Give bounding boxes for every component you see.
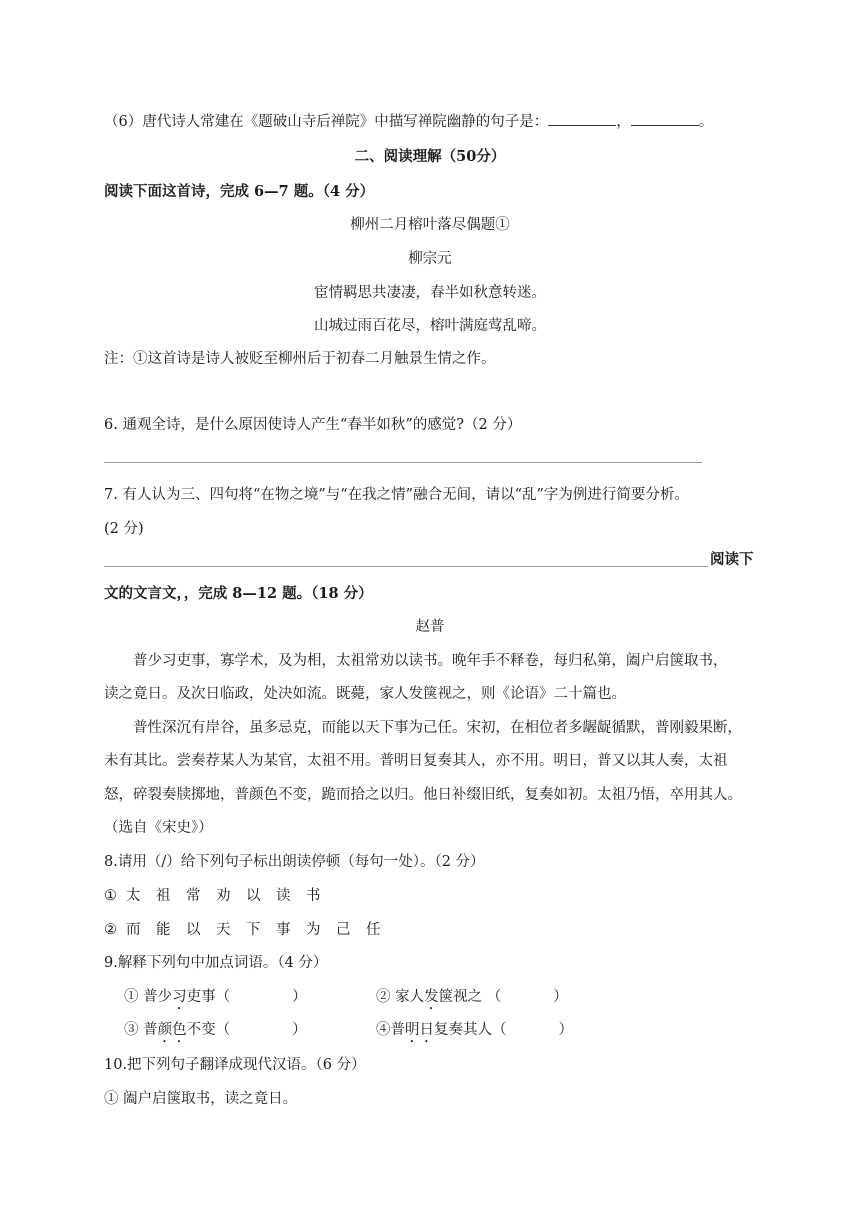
item-number: ① bbox=[104, 888, 117, 904]
classical-intro-end: 文的文言文，，完成 8—12 题。（18 分） bbox=[104, 585, 373, 602]
period: 。 bbox=[698, 114, 714, 130]
answer-line-q6[interactable] bbox=[104, 462, 702, 463]
essay-paragraph-1-line-2: 读之竟日。及次日临政，处决如流。既薨，家人发箧视之，则《论语》二十篇也。 bbox=[104, 686, 626, 702]
question-6: 6. 通观全诗，是什么原因使诗人产生“春半如秋”的感觉?（2 分） bbox=[104, 417, 522, 433]
question-7-line-1: 7. 有人认为三、四句将“在物之境”与“在我之情”融合无间，请以“乱”字为例进行简要分析。 bbox=[104, 487, 689, 503]
answer-blank[interactable] bbox=[548, 112, 616, 126]
q9-item-1 bbox=[124, 987, 307, 1013]
essay-paragraph-2-line-1: 普性深沉有岸谷，虽多忌克，而能以天下事为己任。宋初，在相位者多龌龊循默，普刚毅果断， bbox=[133, 720, 742, 736]
separator: ， bbox=[616, 114, 631, 130]
sentence-char[interactable]: 书 bbox=[306, 888, 321, 904]
answer-blank[interactable] bbox=[631, 112, 699, 126]
q9-item-4 bbox=[376, 1020, 573, 1046]
dotted-word: 颜色 bbox=[157, 1022, 187, 1038]
essay-paragraph-2-line-3: 怒，碎裂奏牍掷地，普颜色不变，跪而拾之以归。他日补缀旧纸，复奏如初。太祖乃悟，卒用其人。 bbox=[104, 787, 742, 803]
sentence-char[interactable]: 读 bbox=[276, 888, 291, 904]
poem-title: 柳州二月榕叶落尽偶题① bbox=[350, 217, 510, 233]
poem-line-1: 宦情羁思共凄凄，春半如秋意转迷。 bbox=[314, 285, 546, 301]
sentence-char[interactable]: 事 bbox=[276, 922, 291, 938]
dotted-word: 明日 bbox=[405, 1022, 434, 1038]
sentence-char[interactable]: 为 bbox=[306, 922, 321, 938]
sentence-char[interactable]: 常 bbox=[186, 888, 201, 904]
q8-sentence-2 bbox=[104, 920, 396, 940]
sentence-char[interactable]: 祖 bbox=[156, 888, 171, 904]
answer-line-q7[interactable] bbox=[104, 566, 708, 567]
sentence-char[interactable]: 以 bbox=[186, 922, 201, 938]
sentence-char[interactable]: 己 bbox=[336, 922, 351, 938]
sentence-char[interactable]: 太 bbox=[126, 888, 141, 904]
close-paren: ） bbox=[292, 1022, 307, 1038]
dotted-word: 发 bbox=[424, 989, 439, 1005]
question-10: 10.把下列句子翻译成现代汉语。（6 分） bbox=[104, 1057, 366, 1073]
item-text: ② 家人 bbox=[376, 989, 425, 1005]
item-text: 不变（ bbox=[186, 1022, 231, 1038]
q9-item-2 bbox=[376, 987, 568, 1013]
question-6-recall bbox=[104, 112, 713, 132]
sentence-char[interactable]: 能 bbox=[156, 922, 171, 938]
sentence-char[interactable]: 劝 bbox=[216, 888, 231, 904]
dotted-word: 习 bbox=[172, 989, 187, 1005]
item-text: 箧视之 （ bbox=[438, 989, 502, 1005]
essay-paragraph-2-line-2: 未有其比。尝奏荐某人为某官，太祖不用。普明日复奏其人，亦不用。明日，普又以其人奏，太祖 bbox=[104, 753, 728, 769]
item-text: ④普 bbox=[376, 1022, 405, 1038]
question-7-line-2: (2 分) bbox=[104, 521, 144, 537]
poem-note: 注：①这首诗是诗人被贬至柳州后于初春二月触景生情之作。 bbox=[104, 351, 496, 367]
question-8: 8.请用（/）给下列句子标出朗读停顿（每句一处）。（2 分） bbox=[104, 854, 485, 870]
classical-intro-start: 阅读下 bbox=[710, 551, 754, 568]
essay-source: （选自《宋史》） bbox=[104, 820, 213, 836]
q9-item-3 bbox=[124, 1020, 307, 1046]
sentence-char[interactable]: 以 bbox=[246, 888, 261, 904]
poem-line-2: 山城过雨百花尽，榕叶满庭莺乱啼。 bbox=[314, 318, 546, 334]
q10-sentence-1: ① 阖户启箧取书，读之竟日。 bbox=[104, 1091, 298, 1107]
item-text: ③ 普 bbox=[124, 1022, 158, 1038]
sentence-char[interactable]: 天 bbox=[216, 922, 231, 938]
sentence-char[interactable]: 而 bbox=[126, 922, 141, 938]
poem-author: 柳宗元 bbox=[408, 251, 452, 267]
item-text: 吏事（ bbox=[186, 989, 231, 1005]
sentence-char[interactable]: 任 bbox=[366, 922, 381, 938]
question-9: 9.解释下列句中加点词语。（4 分） bbox=[104, 955, 328, 971]
item-text: 复奏其人（ bbox=[434, 1022, 507, 1038]
essay-paragraph-1-line-1: 普少习吏事，寡学术，及为相，太祖常劝以读书。晚年手不释卷，每归私第，阖户启箧取书， bbox=[133, 653, 728, 669]
section-2-title: 二、阅读理解（50分） bbox=[354, 148, 506, 165]
sentence-char[interactable]: 下 bbox=[246, 922, 261, 938]
q8-sentence-1 bbox=[104, 886, 336, 906]
essay-title: 赵普 bbox=[415, 619, 445, 635]
close-paren: ） bbox=[553, 989, 568, 1005]
close-paren: ） bbox=[558, 1022, 573, 1038]
question-text: （6）唐代诗人常建在《题破山寺后禅院》中描写禅院幽静的句子是： bbox=[104, 114, 549, 130]
item-number: ② bbox=[104, 922, 117, 938]
item-text: ① 普少 bbox=[124, 989, 173, 1005]
poem-instructions: 阅读下面这首诗，完成 6—7 题。（4 分） bbox=[104, 183, 375, 200]
close-paren: ） bbox=[292, 989, 307, 1005]
